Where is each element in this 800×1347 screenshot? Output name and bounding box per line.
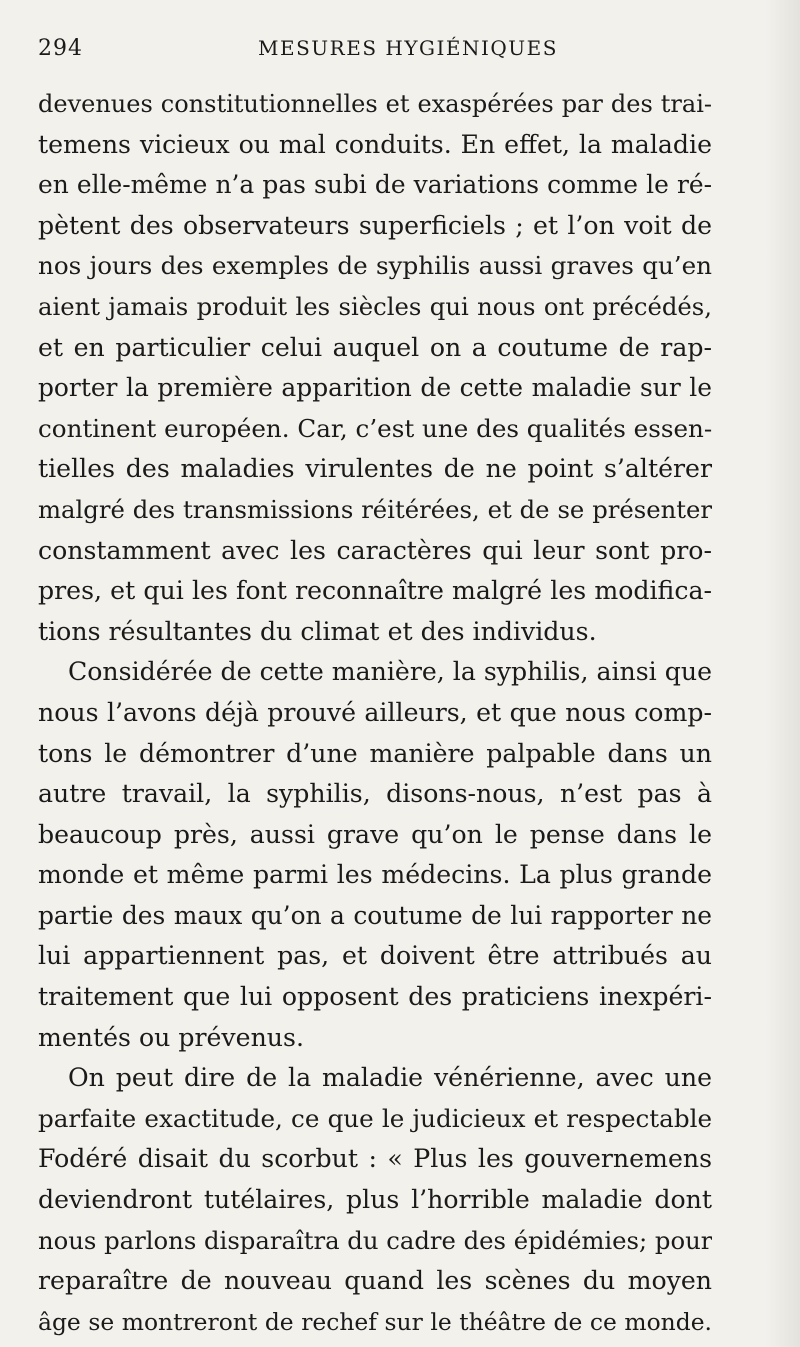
- text-line: porter la première apparition de cette maladie sur le: [38, 373, 712, 403]
- paragraph-2: [38, 652, 712, 1058]
- text-line: temens vicieux ou mal conduits. En effet, la maladie: [38, 129, 712, 159]
- text-line: aient jamais produit les siècles qui nous ont précédés,: [38, 291, 712, 321]
- text-line: lui appartiennent pas, et doivent être attribués au: [38, 941, 712, 971]
- text-line: reparaître de nouveau quand les scènes du moyen: [38, 1266, 712, 1296]
- text-line: traitement que lui opposent des praticiens inexpéri-: [38, 982, 712, 1012]
- text-line: tielles des maladies virulentes de ne point s’altérer: [38, 454, 712, 484]
- text-line: devenues constitutionnelles et exaspérées par des trai-: [38, 90, 712, 118]
- text-line: monde et même parmi les médecins. La plus grande: [38, 860, 712, 890]
- text-line: beaucoup près, aussi grave qu’on le pense dans le: [38, 819, 712, 849]
- text-line: tions résultantes du climat et des individus.: [38, 616, 597, 646]
- text-line: nous parlons disparaîtra du cadre des épidémies; pour: [38, 1225, 712, 1255]
- body-text: [38, 84, 712, 1342]
- text-line: en elle-même n’a pas subi de variations comme le ré-: [38, 170, 712, 200]
- text-line: Fodéré disait du scorbut : « Plus les gouvernemens: [38, 1144, 712, 1174]
- text-line: âge se montreront de rechef sur le théâtre de ce monde.: [38, 1307, 712, 1336]
- text-line: nous l’avons déjà prouvé ailleurs, et que nous comp-: [38, 697, 712, 727]
- text-line: nos jours des exemples de syphilis aussi graves qu’en: [38, 251, 712, 281]
- text-line: Considérée de cette manière, la syphilis, ainsi que: [68, 657, 712, 687]
- running-title: MESURES HYGIÉNIQUES: [258, 36, 558, 60]
- text-line: tons le démontrer d’une manière palpable dans un: [38, 738, 712, 768]
- text-line: mentés ou prévenus.: [38, 1022, 304, 1052]
- page-number: 294: [38, 36, 83, 61]
- text-line: continent européen. Car, c’est une des qualités essen-: [38, 413, 712, 443]
- text-line: partie des maux qu’on a coutume de lui rapporter ne: [38, 900, 712, 930]
- running-head: [38, 36, 718, 72]
- text-line: et en particulier celui auquel on a coutume de rap-: [38, 332, 712, 362]
- text-line: malgré des transmissions réitérées, et de se présenter: [38, 494, 712, 524]
- text-line: autre travail, la syphilis, disons-nous, n’est pas à: [38, 779, 712, 809]
- paragraph-1: [38, 84, 712, 652]
- paragraph-3: [38, 1058, 712, 1342]
- text-line: pres, et qui les font reconnaître malgré les modifica-: [38, 576, 712, 606]
- text-line: constamment avec les caractères qui leur sont pro-: [38, 535, 712, 565]
- text-line: pètent des observateurs superficiels ; et l’on voit de: [38, 210, 712, 240]
- text-line: On peut dire de la maladie vénérienne, avec une: [68, 1063, 712, 1093]
- text-line: parfaite exactitude, ce que le judicieux et respectable: [38, 1103, 712, 1133]
- text-line: deviendront tutélaires, plus l’horrible maladie dont: [38, 1185, 712, 1215]
